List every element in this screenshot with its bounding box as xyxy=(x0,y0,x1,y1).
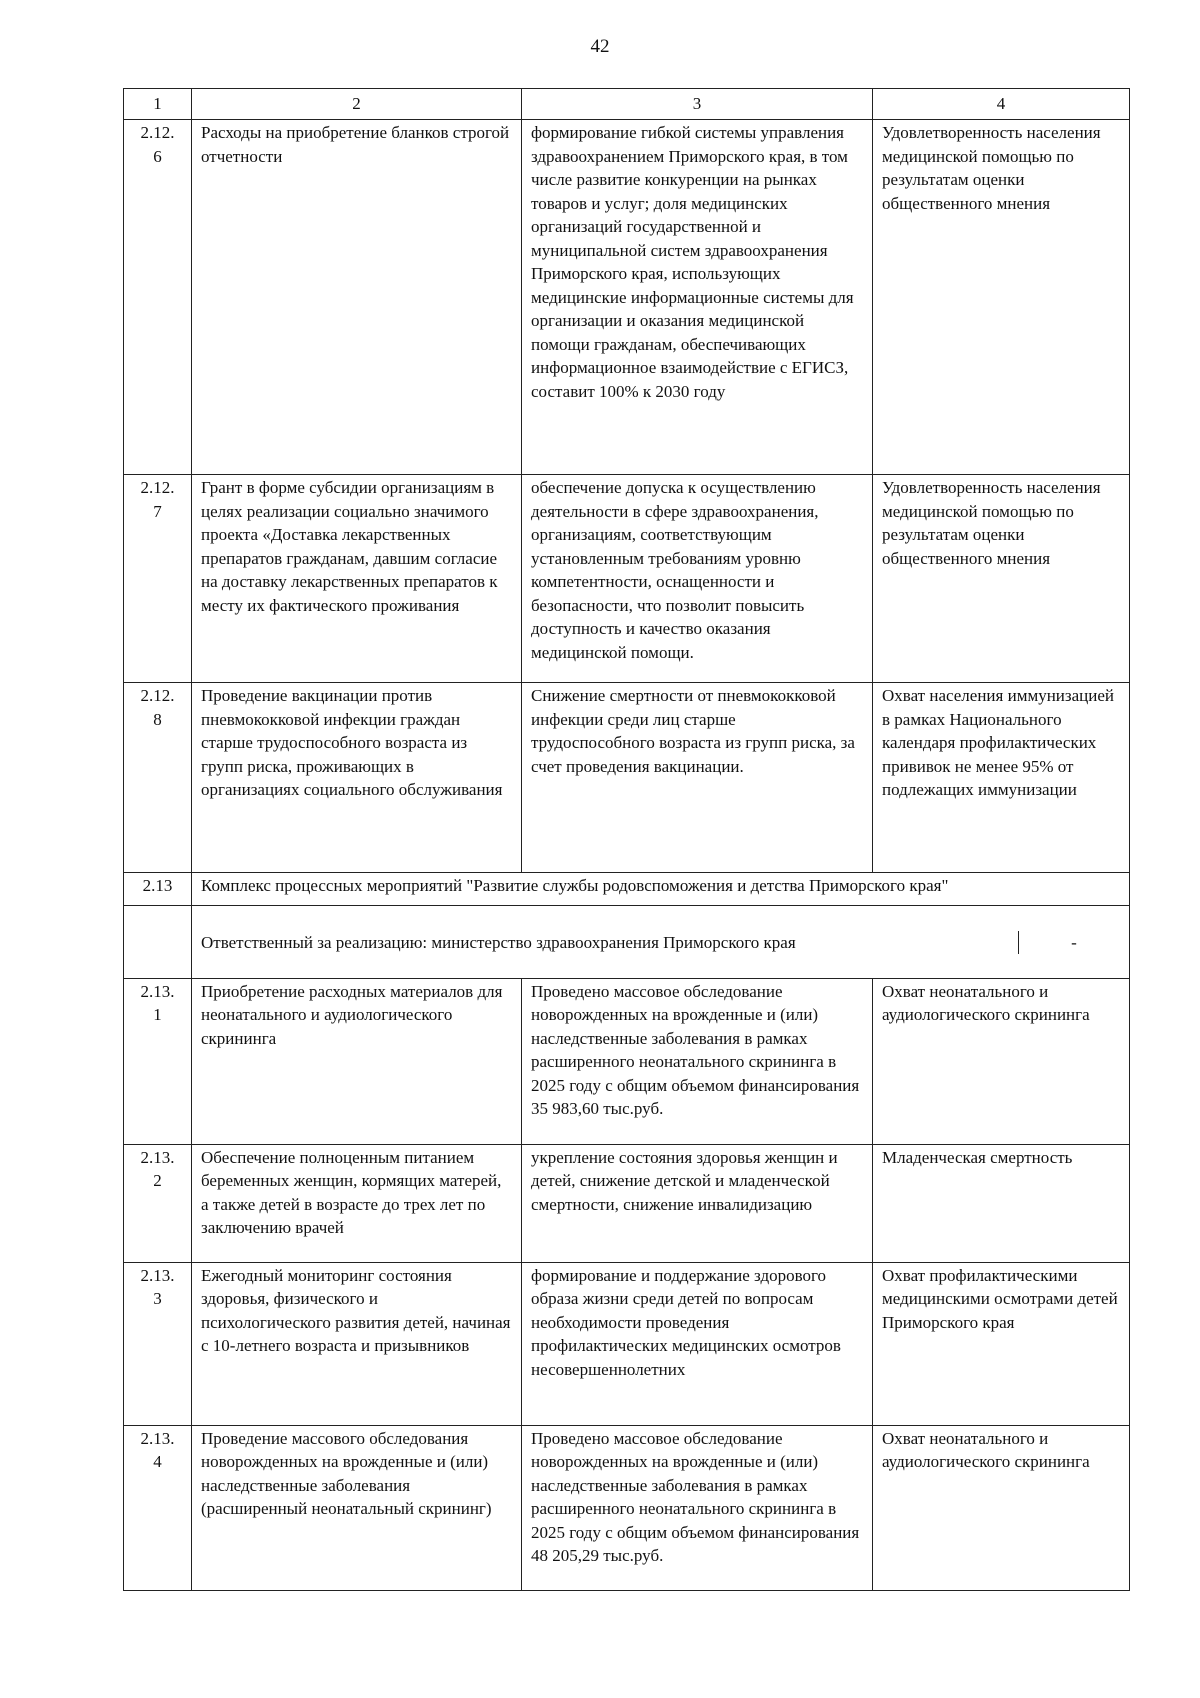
section-number: 2.13 xyxy=(124,873,192,906)
table-row xyxy=(124,475,1130,683)
row-expected-result: формирование и поддержание здорового образа жизни среди детей по вопросам необходимости проведения профилактических медицинских осмотров несовершеннолетних xyxy=(522,1262,873,1425)
row-measure-name: Расходы на приобретение бланков строгой отчетности xyxy=(192,120,522,475)
row-expected-result: обеспечение допуска к осуществлению деятельности в сфере здравоохранения, организациям, соответствующим установленным требованиям уровню компетентности, оснащенности и безопасности, что позволит повысить доступность и качество оказания медицинской помощи. xyxy=(522,475,873,683)
row-measure-name: Проведение массового обследования новорожденных на врожденные и (или) наследственные заболевания (расширенный неонатальный скрининг) xyxy=(192,1425,522,1590)
row-expected-result: Проведено массовое обследование новорожденных на врожденные и (или) наследственные заболевания в рамках расширенного неонатального скрининга в 2025 году с общим объемом финансирования 35 983,60 тыс.руб. xyxy=(522,978,873,1144)
header-col-3: 3 xyxy=(522,89,873,120)
row-indicator: Охват неонатального и аудиологического скрининга xyxy=(873,1425,1130,1590)
row-indicator: Охват населения иммунизацией в рамках Национального календаря профилактических прививок не менее 95% от подлежащих иммунизации xyxy=(873,683,1130,873)
responsible-text: Ответственный за реализацию: министерство здравоохранения Приморского края xyxy=(201,932,796,952)
table-row xyxy=(124,1425,1130,1590)
responsible-empty-cell xyxy=(124,906,192,979)
row-number: 2.12. 7 xyxy=(124,475,192,683)
section-row xyxy=(124,873,1130,906)
responsible-cell xyxy=(192,906,1130,979)
row-measure-name: Ежегодный мониторинг состояния здоровья, физического и психологического развития детей, начиная с 10-летнего возраста и призывников xyxy=(192,1262,522,1425)
row-measure-name: Грант в форме субсидии организациям в целях реализации социально значимого проекта «Доставка лекарственных препаратов гражданам, давшим согласие на доставку лекарственных препаратов к месту их фактического проживания xyxy=(192,475,522,683)
row-number: 2.13. 3 xyxy=(124,1262,192,1425)
row-expected-result: укрепление состояния здоровья женщин и детей, снижение детской и младенческой смертности, снижение инвалидизацию xyxy=(522,1144,873,1262)
section-title: Комплекс процессных мероприятий "Развитие службы родовспоможения и детства Приморского края" xyxy=(192,873,1130,906)
row-number: 2.12. 6 xyxy=(124,120,192,475)
row-expected-result: формирование гибкой системы управления здравоохранением Приморского края, в том числе развитие конкуренции на рынках товаров и услуг; доля медицинских организаций государственной и муниципальной систем здравоохранения Приморского края, использующих медицинские информационные системы для организации и оказания медицинской помощи гражданам, обеспечивающих информационное взаимодействие с ЕГИСЗ, составит 100% к 2030 году xyxy=(522,120,873,475)
table-row xyxy=(124,683,1130,873)
row-expected-result: Снижение смертности от пневмококковой инфекции среди лиц старше трудоспособного возраста из групп риска, за счет проведения вакцинации. xyxy=(522,683,873,873)
responsible-row xyxy=(124,906,1130,979)
header-col-2: 2 xyxy=(192,89,522,120)
row-expected-result: Проведено массовое обследование новорожденных на врожденные и (или) наследственные заболевания в рамках расширенного неонатального скрининга в 2025 году с общим объемом финансирования 48 205,29 тыс.руб. xyxy=(522,1425,873,1590)
row-indicator: Младенческая смертность xyxy=(873,1144,1130,1262)
row-number: 2.13. 1 xyxy=(124,978,192,1144)
row-measure-name: Проведение вакцинации против пневмококковой инфекции граждан старше трудоспособного возраста из групп риска, проживающих в организациях социального обслуживания xyxy=(192,683,522,873)
row-number: 2.13. 2 xyxy=(124,1144,192,1262)
row-measure-name: Приобретение расходных материалов для неонатального и аудиологического скрининга xyxy=(192,978,522,1144)
row-number: 2.12. 8 xyxy=(124,683,192,873)
responsible-value: - xyxy=(1018,931,1129,955)
row-measure-name: Обеспечение полноценным питанием беременных женщин, кормящих матерей, а также детей в возрасте до трех лет по заключению врачей xyxy=(192,1144,522,1262)
page-number: 42 xyxy=(590,36,610,57)
measures-table xyxy=(123,88,1130,1591)
row-indicator: Охват профилактическими медицинскими осмотрами детей Приморского края xyxy=(873,1262,1130,1425)
table-header-row xyxy=(124,89,1130,120)
row-indicator: Охват неонатального и аудиологического скрининга xyxy=(873,978,1130,1144)
table-row xyxy=(124,978,1130,1144)
header-col-1: 1 xyxy=(124,89,192,120)
table-row xyxy=(124,1144,1130,1262)
row-indicator: Удовлетворенность населения медицинской помощью по результатам оценки общественного мнения xyxy=(873,475,1130,683)
row-number: 2.13. 4 xyxy=(124,1425,192,1590)
table-row xyxy=(124,120,1130,475)
row-indicator: Удовлетворенность населения медицинской помощью по результатам оценки общественного мнения xyxy=(873,120,1130,475)
table-row xyxy=(124,1262,1130,1425)
header-col-4: 4 xyxy=(873,89,1130,120)
